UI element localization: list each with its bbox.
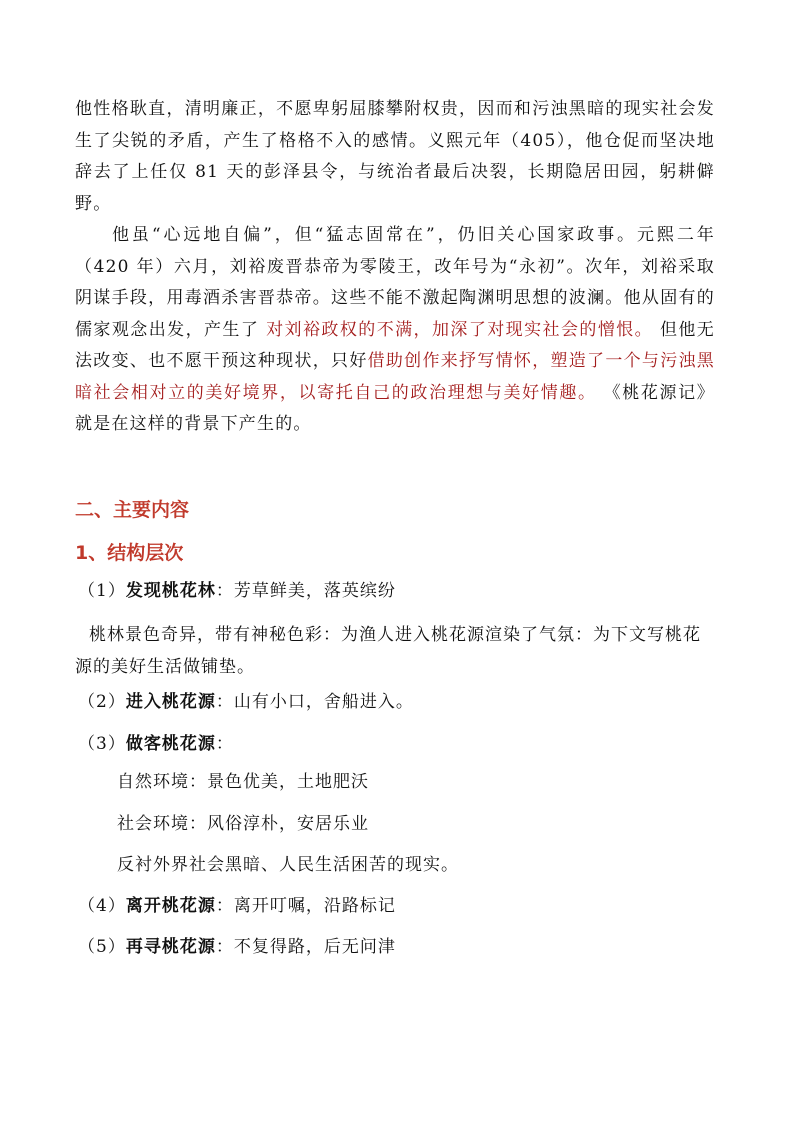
emphasis-text: 对刘裕政权的不满，加深了对现实社会的憎恨。 [266, 319, 654, 340]
paragraph-text: 他虽“心远地自偏”，但“猛志固常在”，仍旧关心国家政事。元熙二年（420 年）六月，刘裕废晋恭帝为零陵王，改年号为“永初”。次年，刘裕采取阴谋手段，用毒酒杀害晋恭帝。这些不能不激起陶渊明思想的波澜。他从固有的儒家观念出发，产生了 [75, 225, 715, 340]
emphasis-text: 借助创作来抒写情怀，塑造了一个与污浊黑暗社会相对立的美好境界，以寄托自己的政治理想与美好情趣。 [75, 351, 715, 403]
item-number: （3） [78, 734, 126, 754]
subsection-heading-structure: 1、结构层次 [75, 542, 184, 564]
item-number: （4） [78, 896, 126, 916]
structure-item-3 [78, 729, 234, 759]
paragraph-text: 但他无法改变、也不愿干预这种现状，只好 [75, 319, 716, 371]
item-text: ：不复得路，后无问津 [215, 937, 396, 957]
paragraph-text: 《桃花源记》就是在这样的背景下产生的。 [75, 382, 716, 434]
item-title: 做客桃花源 [125, 734, 216, 754]
item-title: 发现桃花林 [125, 581, 216, 601]
structure-item-3-contrast: 反衬外界社会黑暗、人民生活困苦的现实。 [117, 855, 459, 875]
item-text: ：山有小口，舍船进入。 [215, 692, 414, 712]
item-title: 离开桃花源 [125, 896, 216, 916]
paragraph-text: 他性格耿直，清明廉正，不愿卑躬屈膝攀附权贵，因而和污浊黑暗的现实社会发生了尖锐的矛盾，产生了格格不入的感情。义熙元年（405），他仓促而坚决地辞去了上任仅 81 天的彭泽县令，与统治者最后决裂，长期隐居田园，躬耕僻野。 [75, 99, 715, 214]
structure-item-1 [78, 576, 396, 606]
item-text: ：芳草鲜美，落英缤纷 [215, 581, 396, 601]
structure-item-4 [78, 891, 396, 921]
structure-item-2 [78, 687, 414, 717]
section-heading-main-content: 二、主要内容 [75, 499, 190, 521]
item-title: 进入桃花源 [125, 692, 216, 712]
item-number: （2） [78, 692, 126, 712]
item-text: ：离开叮嘱，沿路标记 [215, 896, 396, 916]
item-title: 再寻桃花源 [125, 937, 216, 957]
structure-item-5 [78, 932, 396, 962]
structure-item-3-social-environment: 社会环境：风俗淳朴，安居乐业 [117, 814, 369, 834]
background-paragraph-2 [75, 220, 715, 441]
item-number: （5） [78, 937, 126, 957]
structure-item-3-natural-environment: 自然环境：景色优美，土地肥沃 [117, 772, 369, 792]
background-paragraph-1 [75, 94, 715, 220]
item-number: （1） [78, 581, 126, 601]
structure-item-1-description: 桃林景色奇异，带有神秘色彩：为渔人进入桃花源渲染了气氛：为下文写桃花源的美好生活做铺垫。 [75, 625, 701, 677]
item-text: ： [215, 734, 234, 754]
